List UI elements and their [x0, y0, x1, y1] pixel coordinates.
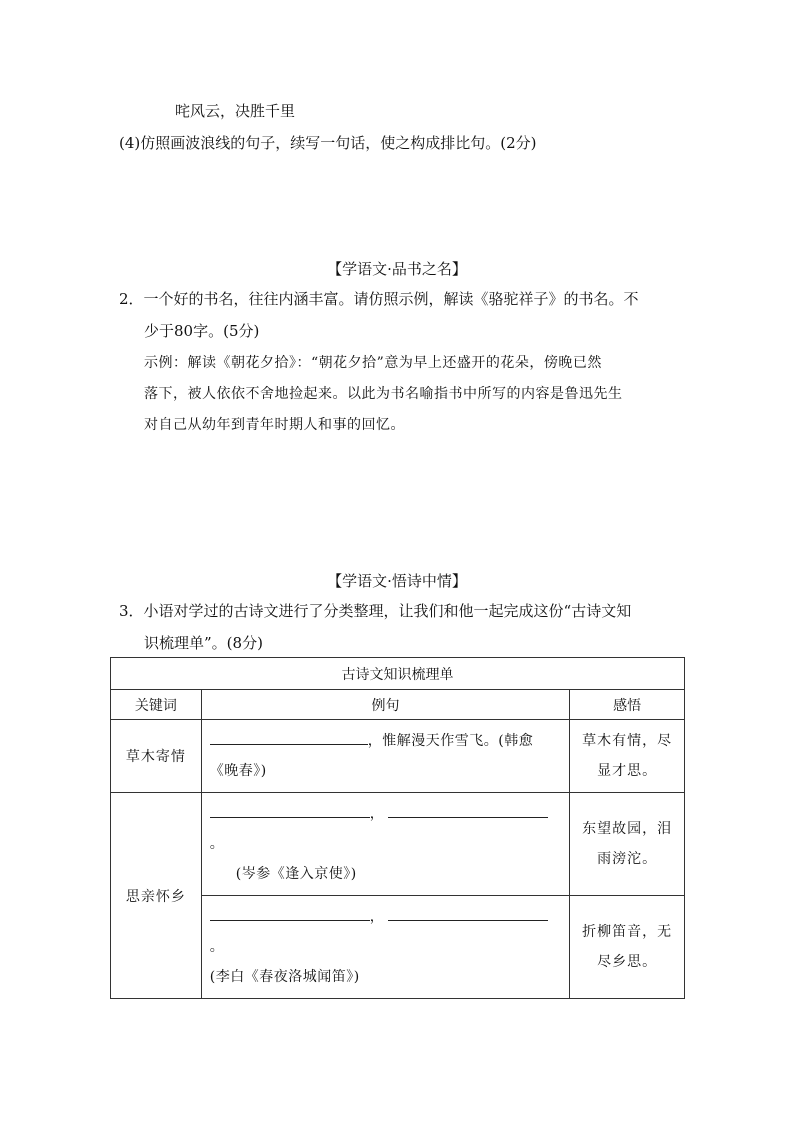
question-3-line-2: 识梳理单”。(8分) — [144, 634, 263, 652]
feeling-line-2: 雨滂沱。 — [597, 851, 658, 867]
example-source: (岑参《逢入京使》) — [235, 866, 357, 882]
comma: ， — [369, 806, 385, 822]
feeling-line-1: 东望故园，泪 — [582, 821, 673, 837]
feeling-line-1: 折柳笛音，无 — [582, 924, 673, 940]
previous-item-tail: 咤风云，决胜千里 — [175, 102, 296, 120]
example-line-1: 示例：解读《朝花夕拾》：“朝花夕拾”意为早上还盛开的花朵，傍晚已然 — [144, 355, 602, 371]
example-line-3: 对自己从幼年到青年时期人和事的回忆。 — [144, 417, 405, 433]
feeling-line-1: 草木有情，尽 — [582, 733, 673, 749]
example-source: (李白《春夜洛城闻笛》) — [209, 969, 360, 985]
comma: ， — [369, 909, 385, 925]
table-title: 古诗文知识梳理单 — [111, 658, 685, 690]
keyword-cell-homesick: 思亲怀乡 — [111, 793, 202, 999]
example-line-2: 落下，被人依依不舍地捡起来。以此为书名喻指书中所写的内容是鲁迅先生 — [144, 386, 623, 402]
header-keyword: 关键词 — [111, 690, 202, 720]
period: 。 — [209, 939, 225, 955]
feeling-cell — [570, 896, 685, 999]
feeling-line-2: 显才思。 — [597, 763, 658, 779]
table-row — [111, 720, 685, 793]
section-heading-poetry: 【学语文·悟诗中情】 — [327, 572, 467, 590]
example-text: ，惟解漫天作雪飞。(韩愈 — [367, 733, 534, 749]
answer-blank[interactable] — [388, 905, 548, 921]
question-2-line-2: 少于80字。(5分) — [144, 322, 260, 340]
answer-blank[interactable] — [210, 905, 370, 921]
question-2-line-1: 2．一个好的书名，往往内涵丰富。请仿照示例，解读《骆驼祥子》的书名。不 — [119, 290, 639, 308]
section-heading-book-title: 【学语文·品书之名】 — [327, 260, 467, 278]
question-4: (4)仿照画波浪线的句子，续写一句话，使之构成排比句。(2分) — [119, 134, 537, 152]
feeling-cell — [570, 793, 685, 896]
poetry-knowledge-table — [110, 657, 685, 999]
example-source: 《晚春》) — [209, 763, 267, 779]
answer-blank[interactable] — [210, 802, 370, 818]
question-3-line-1: 3．小语对学过的古诗文进行了分类整理，让我们和他一起完成这份“古诗文知 — [119, 602, 632, 620]
example-cell — [201, 793, 569, 896]
answer-blank[interactable] — [210, 729, 368, 745]
header-feeling: 感悟 — [570, 690, 685, 720]
period: 。 — [209, 836, 225, 852]
example-cell — [201, 720, 569, 793]
keyword-cell-plants: 草木寄情 — [111, 720, 202, 793]
answer-blank[interactable] — [388, 802, 548, 818]
example-cell — [201, 896, 569, 999]
feeling-cell — [570, 720, 685, 793]
header-example: 例句 — [201, 690, 569, 720]
table-row — [111, 793, 685, 896]
feeling-line-2: 尽乡思。 — [597, 954, 658, 970]
